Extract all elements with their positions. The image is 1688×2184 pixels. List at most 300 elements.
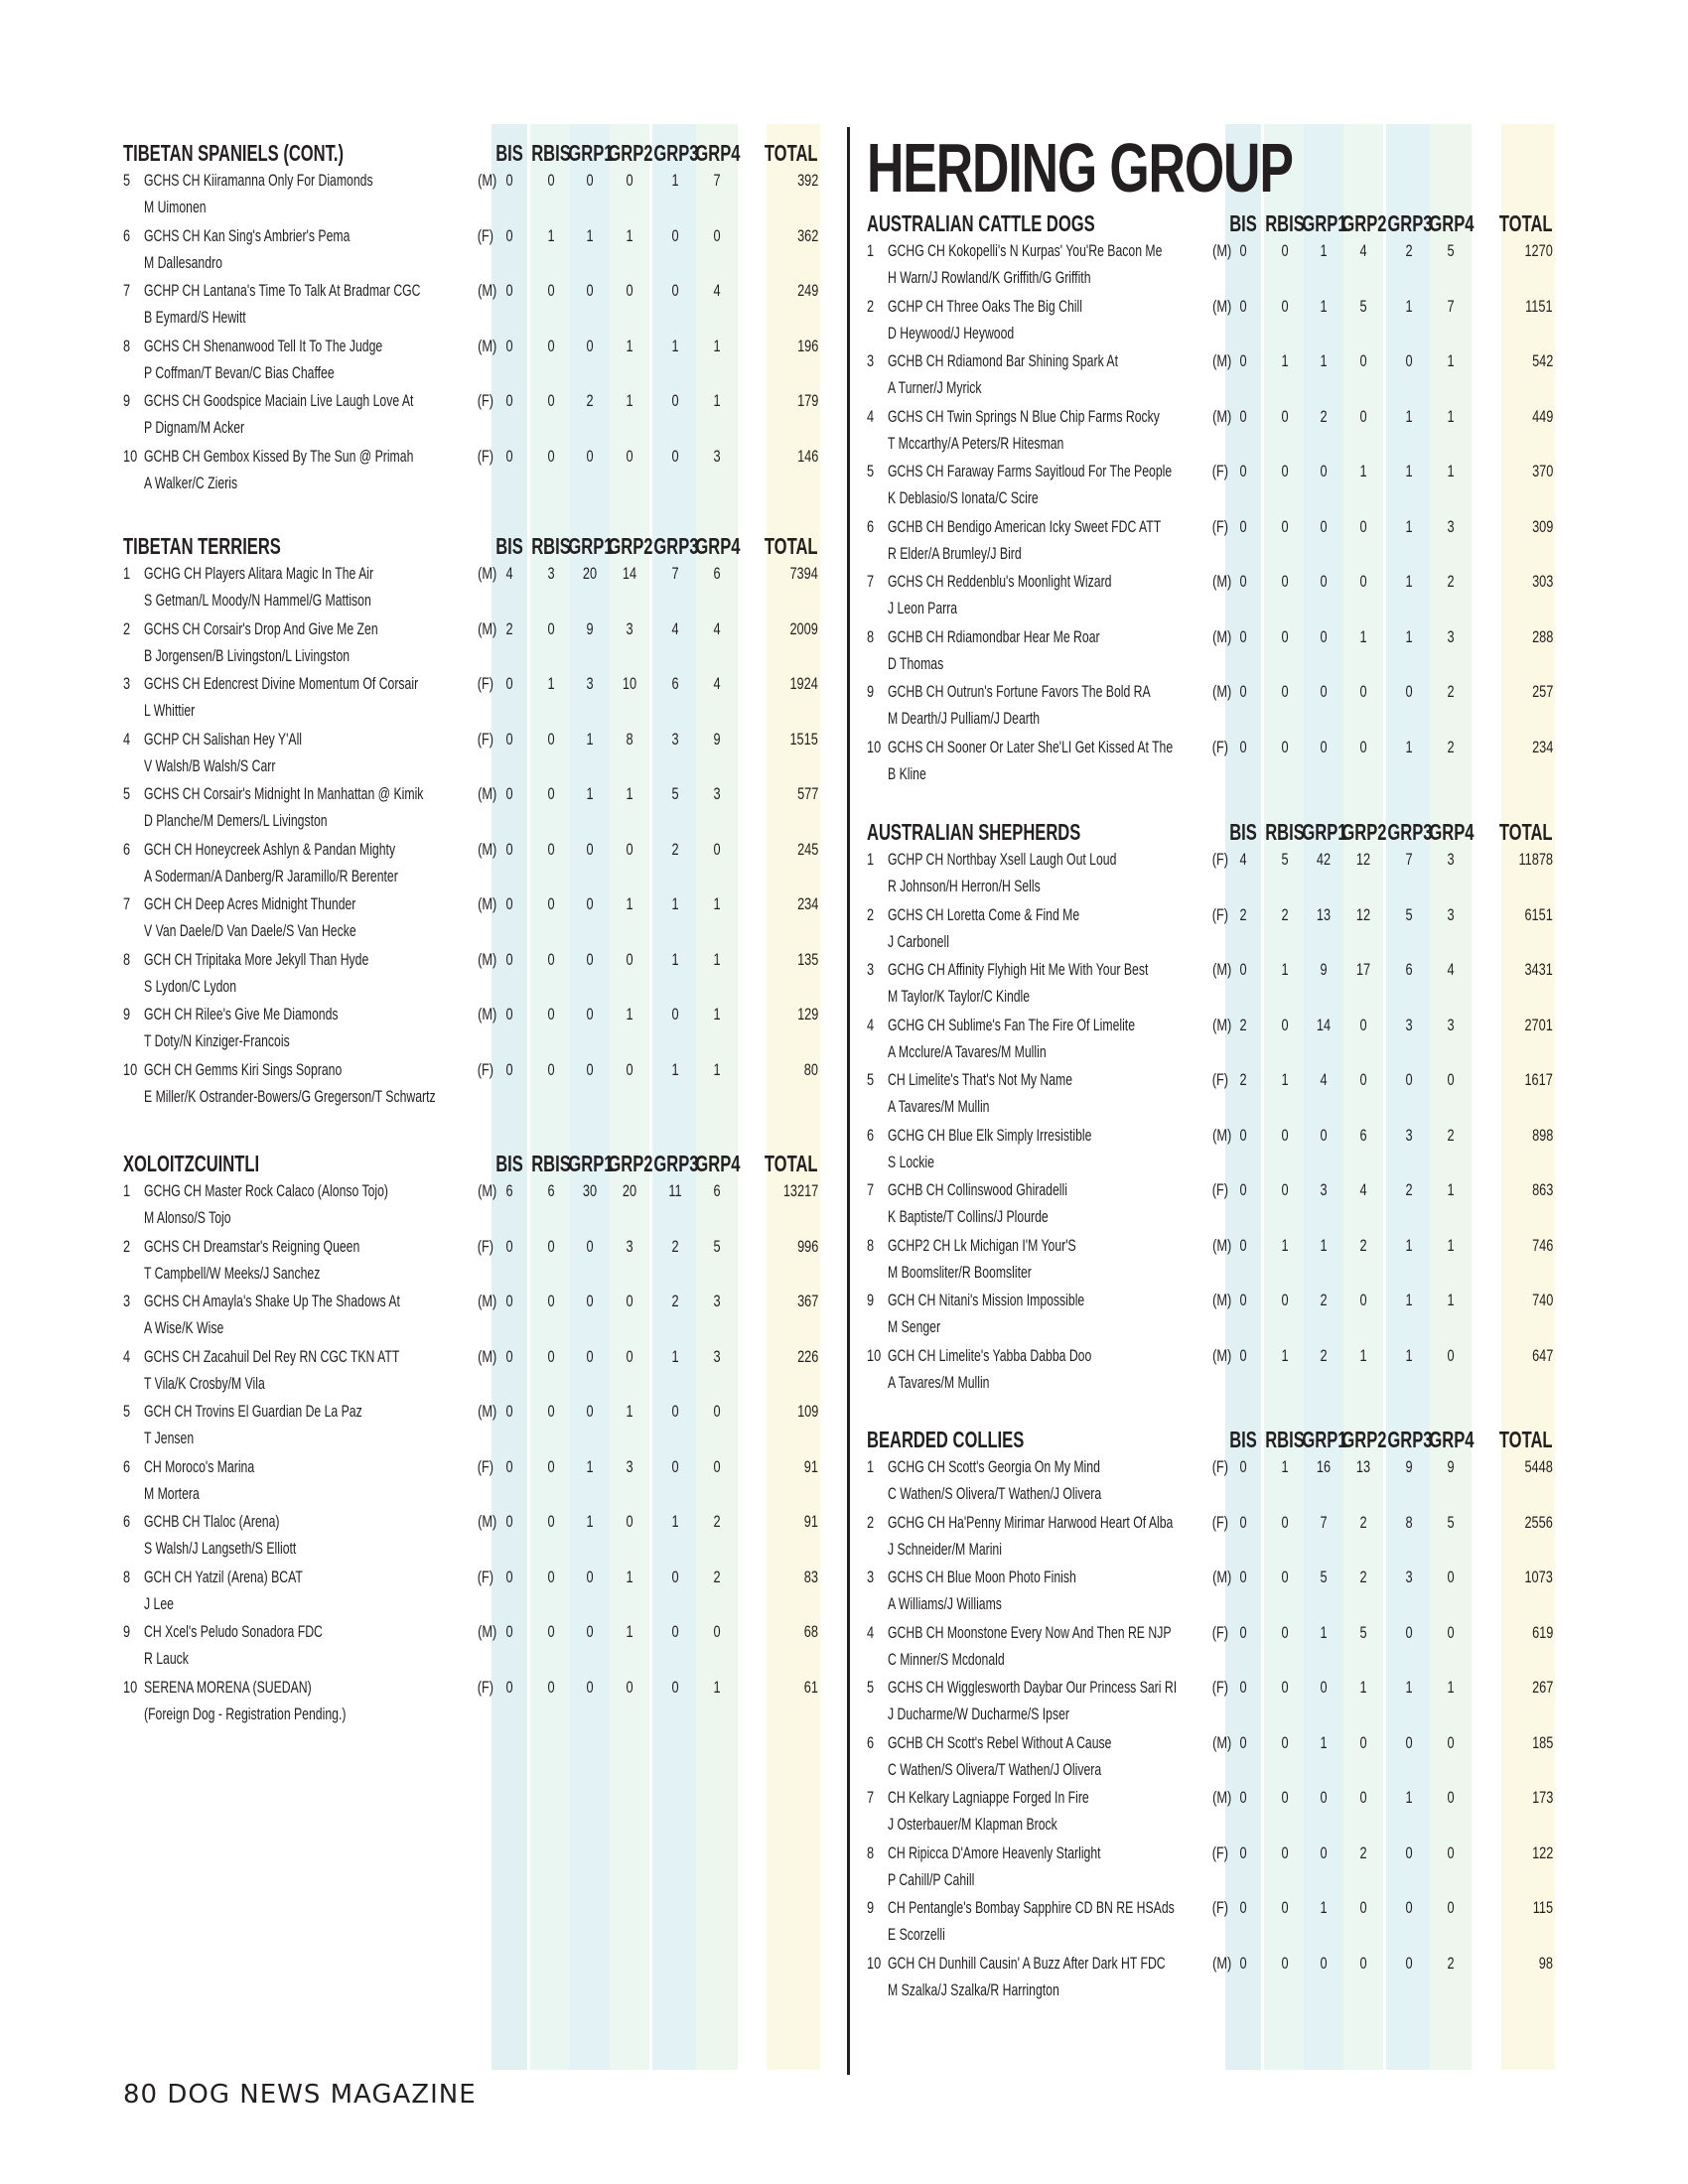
stat-total: 146 [796,446,818,466]
entry-rank: 1 [867,1457,875,1476]
stat-grp4: 7 [1447,296,1455,316]
dog-owners: T Doty/N Kinziger-Francois [144,1031,290,1050]
dog-name: GCHG CH Ha'Penny Mirimar Harwood Heart Of Alba [888,1512,1174,1532]
stat-grp1: 0 [586,894,594,913]
column-header-grp1: GRP1 [568,1151,614,1176]
dog-entry [123,560,828,615]
stat-rbis: 0 [547,1456,555,1476]
entry-rank: 10 [867,1345,882,1365]
stat-grp2: 3 [626,1456,633,1476]
stat-rbis: 3 [547,564,555,583]
stat-total: 1073 [1524,1568,1553,1586]
dog-sex: (M) [478,784,497,803]
stat-bis: 0 [1239,1345,1247,1365]
column-header-total: TOTAL [765,1151,818,1176]
stat-grp1: 0 [586,1292,594,1310]
stat-rbis: 0 [1281,1953,1289,1973]
entry-rank: 9 [867,1898,875,1917]
entry-rank: 8 [867,1235,875,1255]
stat-grp1: 9 [1320,960,1328,979]
dog-name: GCH CH Dunhill Causin' A Buzz After Dark HT FDC [888,1953,1166,1973]
dog-sex: (F) [1211,737,1229,756]
stat-bis: 0 [505,894,513,913]
dog-name: GCHG CH Players Alitara Magic In The Air [144,564,374,583]
stat-grp3: 1 [1405,406,1413,426]
stat-grp4: 1 [713,894,721,913]
entry-rank: 3 [123,674,131,693]
dog-sex: (M) [1212,1953,1232,1973]
entry-rank: 7 [867,1180,875,1199]
entry-rank: 6 [123,1456,131,1476]
dog-name: GCHG CH Blue Elk Simply Irresistible [888,1125,1092,1145]
stat-bis: 0 [505,446,513,466]
stat-grp2: 4 [1359,1180,1367,1199]
dog-sex: (F) [1211,1622,1229,1642]
entry-rank: 2 [867,296,875,316]
entry-rank: 5 [123,784,131,803]
stat-rbis: 0 [547,1567,555,1586]
stat-total: 1515 [789,729,818,749]
stat-rbis: 1 [1281,1070,1289,1089]
entry-rank: 1 [123,564,131,583]
dog-name: GCHG CH Sublime's Fan The Fire Of Limelite [888,1015,1136,1034]
column-header-bis: BIS [495,1151,523,1176]
stat-grp4: 1 [1447,1235,1455,1255]
stat-grp1: 0 [1320,682,1328,701]
stat-bis: 0 [1239,1622,1247,1642]
stat-bis: 0 [505,1567,513,1586]
stat-total: 245 [796,839,818,859]
column-header-bis: BIS [1229,1427,1257,1452]
stat-rbis: 0 [547,391,555,410]
stat-grp1: 3 [586,674,594,693]
dog-entry [867,237,1572,293]
entry-rank: 9 [867,682,875,701]
stat-grp3: 1 [1405,1235,1413,1255]
stat-bis: 0 [1239,1898,1247,1917]
column-header-grp2: GRP2 [608,533,653,559]
stat-grp3: 2 [1405,1180,1413,1199]
dog-owners: A Mcclure/A Tavares/M Mullin [888,1041,1047,1061]
stat-bis: 0 [505,391,513,410]
stat-grp4: 0 [1447,1898,1455,1917]
dog-name: GCHB CH Gembox Kissed By The Sun @ Primah [144,446,414,466]
stat-grp4: 0 [1447,1345,1455,1365]
stat-grp4: 3 [1447,626,1455,646]
breed-section [867,1426,1572,2004]
dog-name: GCHP2 CH Lk Michigan I'M Your'S [888,1235,1076,1255]
section-header [867,209,1572,237]
stat-bis: 0 [1239,1843,1247,1862]
dog-name: GCHG CH Affinity Flyhigh Hit Me With Your Best [888,960,1149,979]
dog-sex: (M) [1212,1125,1232,1145]
stat-grp4: 3 [1447,904,1455,924]
dog-name: GCHB CH Outrun's Fortune Favors The Bold RA [888,682,1151,701]
column-header-grp3: GRP3 [653,140,699,166]
stat-grp4: 0 [1447,1843,1455,1862]
stat-grp2: 0 [1359,1015,1367,1034]
stat-grp1: 1 [1320,1235,1328,1255]
dog-name: GCHP CH Lantana's Time To Talk At Bradmar CGC [144,281,421,300]
stat-bis: 0 [1239,737,1247,756]
dog-name: GCHG CH Master Rock Calaco (Alonso Tojo) [144,1181,389,1200]
stat-grp1: 0 [1320,1125,1328,1145]
dog-name: GCHS CH Twin Springs N Blue Chip Farms Rocky [888,406,1160,426]
column-header-grp2: GRP2 [1341,210,1387,236]
dog-owners: J Carbonell [888,931,949,951]
stat-grp2: 0 [1359,737,1367,756]
dog-entry [123,670,828,726]
stat-grp1: 0 [586,1236,594,1256]
dog-name: GCHS CH Loretta Come & Find Me [888,904,1080,924]
stat-rbis: 1 [1281,960,1289,979]
stat-grp4: 3 [1447,1015,1455,1034]
dog-sex: (M) [1212,960,1232,979]
stat-grp4: 1 [713,391,721,410]
column-header-grp3: GRP3 [653,1151,699,1176]
dog-entry [867,623,1572,679]
entry-rank: 1 [867,241,875,260]
stat-grp4: 3 [1447,516,1455,536]
stat-grp3: 1 [1405,1678,1413,1697]
stat-rbis: 1 [1281,1457,1289,1476]
stat-rbis: 0 [1281,682,1289,701]
dog-sex: (F) [1211,850,1229,869]
stat-grp2: 8 [626,729,633,749]
stat-rbis: 0 [547,1346,555,1366]
column-header-grp2: GRP2 [608,1151,653,1176]
page-footer: 80 DOG NEWS MAGAZINE [123,2080,477,2110]
stat-total: 647 [1531,1345,1553,1365]
stat-rbis: 0 [1281,1898,1289,1917]
column-header-total: TOTAL [1499,819,1553,845]
stat-grp1: 2 [1320,406,1328,426]
dog-owners: R Lauck [144,1649,189,1668]
dog-sex: (M) [1212,1788,1232,1807]
stat-total: 109 [796,1402,818,1421]
stat-grp1: 7 [1320,1512,1328,1532]
dog-entry [867,347,1572,403]
stat-rbis: 1 [547,674,555,693]
stat-grp1: 0 [586,1567,594,1586]
entry-rank: 4 [867,406,875,426]
entry-rank: 6 [867,516,875,536]
stat-total: 257 [1531,682,1553,701]
stat-bis: 0 [1239,1125,1247,1145]
stat-total: 267 [1531,1678,1553,1697]
stat-rbis: 0 [1281,1512,1289,1532]
stat-grp3: 8 [1405,1512,1413,1532]
dog-owners: M Mortera [144,1483,200,1503]
entry-rank: 10 [867,1953,882,1973]
stat-total: 234 [796,894,818,913]
stat-rbis: 0 [547,1622,555,1641]
stat-grp3: 2 [1405,241,1413,260]
stat-grp4: 3 [713,446,721,466]
dog-owners: L Whittier [144,701,196,720]
stat-bis: 0 [505,1059,513,1079]
stat-rbis: 0 [1281,1180,1289,1199]
stat-grp4: 0 [1447,1568,1455,1586]
stat-grp3: 3 [1405,1015,1413,1034]
dog-name: CH Limelite's That's Not My Name [888,1070,1073,1089]
dog-name: GCHS CH Kan Sing's Ambrier's Pema [144,225,351,245]
column-header-rbis: RBIS [531,140,571,166]
dog-entry [867,956,1572,1012]
stat-grp1: 0 [1320,572,1328,591]
stat-grp2: 1 [626,1005,633,1024]
stat-bis: 0 [505,1005,513,1024]
stat-grp4: 3 [1447,850,1455,869]
stat-grp3: 0 [1405,1622,1413,1642]
stat-bis: 0 [1239,572,1247,591]
stat-rbis: 2 [1281,904,1289,924]
dog-entry [123,946,828,1002]
entry-rank: 3 [867,1568,875,1586]
column-header-total: TOTAL [1499,1427,1553,1452]
stat-grp4: 1 [1447,462,1455,480]
dog-sex: (M) [1212,1732,1232,1752]
stat-total: 2556 [1524,1512,1553,1532]
stat-grp2: 0 [626,839,633,859]
dog-owners: D Heywood/J Heywood [888,323,1015,342]
dog-name: GCHS CH Reddenblu's Moonlight Wizard [888,572,1112,591]
dog-name: GCHB CH Rdiamondbar Hear Me Roar [888,626,1100,646]
stat-rbis: 0 [547,336,555,355]
stat-grp3: 0 [671,391,679,410]
dog-name: GCHS CH Wigglesworth Daybar Our Princess Sari RI [888,1678,1178,1697]
dog-owners: D Planche/M Demers/L Livingston [144,811,328,830]
dog-sex: (M) [478,949,497,969]
stat-total: 5448 [1524,1457,1553,1476]
stat-grp3: 9 [1405,1457,1413,1476]
stat-grp1: 0 [1320,516,1328,536]
dog-sex: (M) [1212,626,1232,646]
stat-grp4: 2 [1447,682,1455,701]
dog-name: GCHS CH Kiiramanna Only For Diamonds [144,171,373,190]
stat-grp3: 0 [671,1456,679,1476]
dog-entry [123,1288,828,1343]
stat-total: 740 [1531,1291,1553,1309]
dog-sex: (M) [478,1005,497,1024]
stat-grp2: 0 [1359,1732,1367,1752]
dog-entry [123,277,828,333]
dog-sex: (M) [478,1346,497,1366]
dog-owners: A Tavares/M Mullin [888,1097,990,1116]
column-header-grp4: GRP4 [1429,210,1475,236]
column-header-bis: BIS [1229,819,1257,845]
stat-grp3: 0 [1405,351,1413,370]
stat-rbis: 0 [547,1292,555,1310]
stat-bis: 0 [1239,1953,1247,1973]
stat-grp2: 0 [1359,1788,1367,1807]
dog-name: GCH CH Yatzil (Arena) BCAT [144,1567,303,1586]
stat-grp3: 6 [671,674,679,693]
dog-sex: (F) [1211,1070,1229,1089]
stat-total: 309 [1531,516,1553,536]
dog-name: GCH CH Gemms Kiri Sings Soprano [144,1059,343,1079]
stat-total: 303 [1531,572,1553,591]
dog-name: GCHS CH Sooner Or Later She'LI Get Kissed At The [888,737,1174,756]
dog-name: CH Ripicca D'Amore Heavenly Starlight [888,1843,1101,1862]
dog-entry [123,443,828,498]
stat-grp4: 2 [1447,737,1455,756]
dog-owners: J Schneider/M Marini [888,1539,1002,1559]
stat-bis: 0 [505,1456,513,1476]
stat-grp2: 0 [1359,1898,1367,1917]
column-header-grp3: GRP3 [1387,1427,1433,1452]
dog-sex: (M) [478,618,497,638]
stat-grp2: 0 [1359,406,1367,426]
dog-sex: (F) [1211,1180,1229,1199]
stat-bis: 0 [1239,1291,1247,1309]
dog-sex: (F) [477,1236,494,1256]
dog-owners: B Jorgensen/B Livingston/L Livingston [144,645,351,665]
dog-sex: (M) [1212,296,1232,316]
stat-grp4: 9 [1447,1457,1455,1476]
column-header-grp1: GRP1 [1302,1427,1347,1452]
dog-sex: (F) [1211,1678,1229,1697]
stat-grp2: 0 [1359,572,1367,591]
breed-section [123,139,828,497]
stat-bis: 0 [505,281,513,300]
stat-grp3: 11 [668,1181,682,1200]
stat-total: 129 [796,1005,818,1024]
stat-grp2: 3 [626,618,633,638]
stat-total: 68 [803,1622,818,1641]
entry-rank: 5 [867,1070,875,1089]
dog-entry [123,1001,828,1056]
stat-grp2: 0 [1359,516,1367,536]
dog-entry [867,568,1572,623]
dog-owners: J Ducharme/W Ducharme/S Ipser [888,1705,1069,1723]
entry-rank: 9 [867,1291,875,1309]
stat-grp3: 2 [671,1236,679,1256]
section-header [123,532,828,560]
dog-owners: V Walsh/B Walsh/S Carr [144,755,276,775]
group-title: HERDING GROUP [867,129,1293,206]
section-header [867,1426,1572,1453]
stat-grp3: 1 [1405,296,1413,316]
stat-rbis: 0 [547,1402,555,1421]
dog-name: GCHB CH Tlaloc (Arena) [144,1512,280,1531]
section-header [123,1150,828,1177]
dog-entry [867,458,1572,513]
stat-grp3: 0 [671,281,679,300]
dog-owners: S Getman/L Moody/N Hammel/G Mattison [144,591,371,610]
dog-sex: (F) [477,391,494,410]
column-header-rbis: RBIS [1265,210,1305,236]
column-header-grp1: GRP1 [568,533,614,559]
stat-grp3: 0 [671,1402,679,1421]
stat-grp4: 2 [1447,1953,1455,1973]
left-column [123,0,818,2184]
dog-owners: B Kline [888,763,926,783]
stat-grp2: 0 [626,1292,633,1310]
dog-sex: (F) [1211,1457,1229,1476]
stat-bis: 0 [1239,406,1247,426]
dog-sex: (F) [477,1456,494,1476]
dog-sex: (F) [1211,1512,1229,1532]
stat-total: 1270 [1524,241,1553,260]
stat-rbis: 0 [1281,737,1289,756]
stat-total: 1617 [1524,1070,1553,1089]
dog-entry [867,901,1572,957]
stat-rbis: 0 [547,949,555,969]
dog-owners: S Walsh/J Langseth/S Elliott [144,1539,297,1558]
dog-name: CH Xcel's Peludo Sonadora FDC [144,1622,323,1641]
stat-grp1: 0 [586,1005,594,1024]
dog-entry [123,167,828,222]
dog-sex: (M) [478,1181,497,1200]
stat-total: 249 [796,281,818,300]
stat-total: 746 [1531,1235,1553,1255]
stat-grp2: 0 [1359,1953,1367,1973]
stat-grp3: 1 [1405,462,1413,480]
dog-entry [123,1398,828,1453]
stat-grp1: 1 [1320,241,1328,260]
column-header-rbis: RBIS [1265,819,1305,845]
dog-entry [867,293,1572,348]
stat-rbis: 0 [1281,572,1289,591]
stat-rbis: 1 [1281,351,1289,370]
stat-grp1: 9 [586,618,594,638]
column-header-bis: BIS [495,533,523,559]
dog-entry [867,1619,1572,1675]
stat-grp3: 1 [671,1346,679,1366]
stat-grp2: 3 [626,1236,633,1256]
stat-grp4: 1 [1447,1291,1455,1309]
dog-owners: M Alonso/S Tojo [144,1208,231,1227]
dog-sex: (F) [1211,1898,1229,1917]
stat-grp2: 0 [626,949,633,969]
stat-rbis: 6 [547,1181,555,1200]
stat-bis: 6 [505,1181,513,1200]
stat-grp3: 2 [671,1292,679,1310]
dog-owners: M Dallesandro [144,252,222,272]
stat-grp1: 0 [586,446,594,466]
dog-name: CH Pentangle's Bombay Sapphire CD BN RE HSAds [888,1898,1175,1917]
stat-grp4: 4 [713,618,721,638]
stat-grp3: 1 [671,894,679,913]
stat-grp3: 3 [671,729,679,749]
stat-rbis: 0 [547,281,555,300]
dog-sex: (F) [477,674,494,693]
dog-entry [867,1453,1572,1509]
stat-rbis: 0 [1281,626,1289,646]
stat-grp2: 1 [626,1622,633,1641]
column-header-bis: BIS [1229,210,1257,236]
stat-rbis: 0 [547,729,555,749]
stat-grp4: 6 [713,564,721,583]
dog-sex: (M) [478,1622,497,1641]
dog-owners: T Campbell/W Meeks/J Sanchez [144,1263,321,1283]
dog-sex: (F) [1211,462,1229,480]
stat-grp3: 1 [1405,737,1413,756]
breed-title: TIBETAN TERRIERS [123,533,281,559]
entry-rank: 6 [867,1125,875,1145]
column-divider [847,127,850,2075]
stat-total: 185 [1531,1732,1553,1752]
dog-entry [867,1232,1572,1288]
dog-name: GCHB CH Collinswood Ghiradelli [888,1180,1067,1199]
stat-total: 863 [1531,1180,1553,1199]
stat-grp3: 0 [1405,682,1413,701]
stat-grp1: 2 [1320,1291,1328,1309]
entry-rank: 6 [123,839,131,859]
stat-rbis: 0 [1281,1732,1289,1752]
stat-grp2: 0 [1359,1070,1367,1089]
